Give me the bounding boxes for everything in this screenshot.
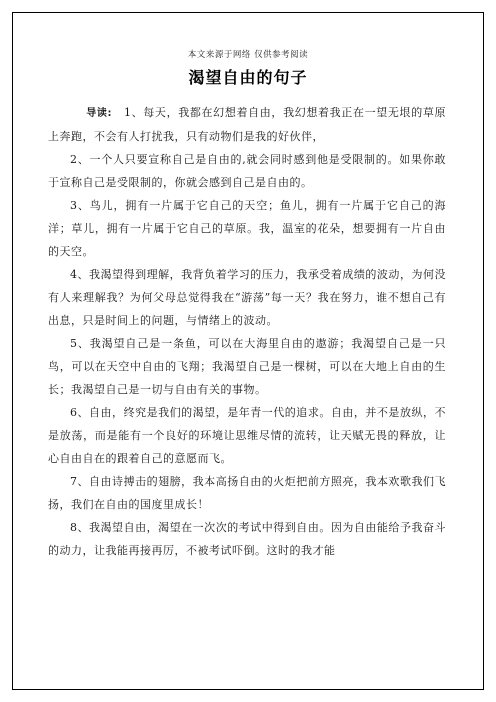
paragraph-8: 8、我渴望自由，渴望在一次次的考试中得到自由。因为自由能给予我奋斗的动力，让我能再接再厉，不被考试吓倒。这时的我才能 xyxy=(48,521,446,557)
document-body xyxy=(48,101,446,562)
paragraph-4: 4、我渴望得到理解，我背负着学习的压力，我承受着成绩的波动，为何没有人来理解我？为何父母总觉得我在“游荡”每一天？我在努力，谁不想自己有出息，只是时间上的问题，与情绪上的波动。 xyxy=(48,268,446,327)
paragraph-5: 5、我渴望自己是一条鱼，可以在大海里自由的遨游；我渴望自己是一只鸟，可以在天空中自由的飞翔；我渴望自己是一棵树，可以在大地上自由的生长；我渴望自己是一切与自由有关的事物。 xyxy=(48,337,446,396)
paragraph-1 xyxy=(48,101,446,148)
paragraph-2: 2、一个人只要宣称自己是自由的,就会同时感到他是受限制的。如果你敢于宣称自己是受限制的，你就会感到自己是自由的。 xyxy=(48,153,446,189)
document-title: 渴望自由的句子 xyxy=(188,68,308,87)
lead-label: 导读: xyxy=(86,108,112,119)
paragraph-3: 3、鸟儿，拥有一片属于它自己的天空；鱼儿，拥有一片属于它自己的海洋；草儿，拥有一片属于它自己的草原。我，温室的花朵，想要拥有一片自由的天空。 xyxy=(48,199,446,258)
paragraph-text: 1、每天，我都在幻想着自由，我幻想着我正在一望无垠的草原上奔跑，不会有人打扰我，只有动物们是我的好伙伴， xyxy=(48,106,446,143)
source-note: 本文来源于网络 仅供参考阅读 xyxy=(187,50,309,60)
paragraph-7: 7、自由诗搏击的翅膀，我本高扬自由的火炬把前方照亮，我本欢歌我们飞扬，我们在自由的国度里成长！ xyxy=(48,475,446,511)
paragraph-6: 6、自由，终究是我们的渴望，是年青一代的追求。自由，并不是放纵，不是放荡，而是能有一个良好的环境让思维尽情的流转，让天赋无畏的释放，让心自由自在的跟着自己的意愿而飞。 xyxy=(48,406,446,465)
